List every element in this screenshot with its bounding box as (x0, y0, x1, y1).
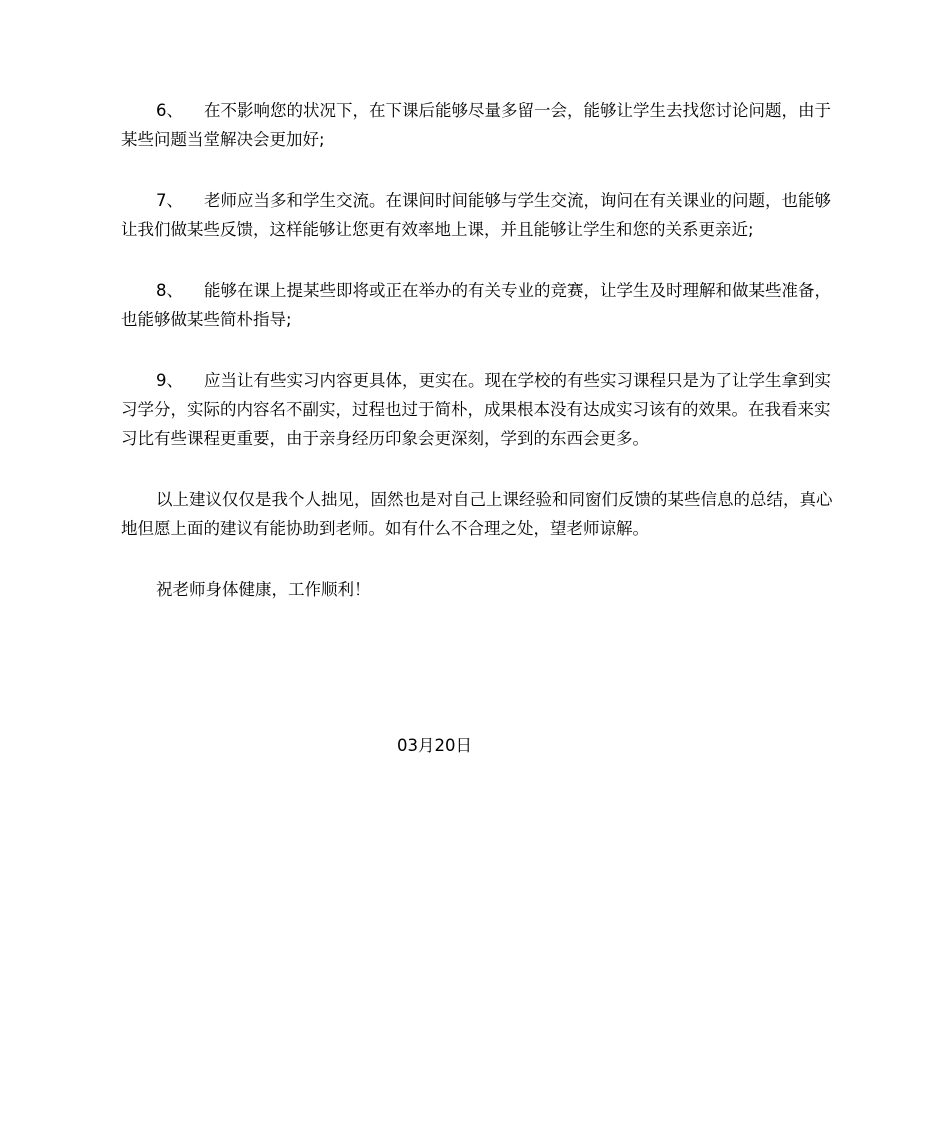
item-number: 8、 (156, 281, 183, 300)
item-number: 7、 (156, 191, 183, 210)
list-item-8 (121, 276, 837, 334)
item-text: 能够在课上提某些即将或正在举办的有关专业的竞赛，让学生及时理解和做某些准备，也能够做某些简朴指导; (121, 281, 831, 329)
list-item-7 (121, 186, 837, 244)
item-text: 老师应当多和学生交流。在课间时间能够与学生交流，询问在有关课业的问题，也能够让我们做某些反馈，这样能够让您更有效率地上课，并且能够让学生和您的关系更亲近; (121, 191, 831, 239)
item-text: 在不影响您的状况下，在下课后能够尽量多留一会，能够让学生去找您讨论问题，由于某些问题当堂解决会更加好; (121, 101, 831, 149)
blessing-line: 祝老师身体健康，工作顺利！ (156, 580, 371, 599)
document-body (121, 96, 837, 604)
date-line: 03月20日 (397, 736, 472, 755)
item-number: 6、 (156, 101, 183, 120)
closing-paragraph: 以上建议仅仅是我个人拙见，固然也是对自己上课经验和同窗们反馈的某些信息的总结，真心地但愿上面的建议有能协助到老师。如有什么不合理之处，望老师谅解。 (121, 490, 833, 538)
list-item-9 (121, 366, 837, 453)
list-item-6 (121, 96, 837, 154)
item-number: 9、 (156, 371, 183, 390)
item-text: 应当让有些实习内容更具体，更实在。现在学校的有些实习课程只是为了让学生拿到实习学分，实际的内容名不副实，过程也过于简朴，成果根本没有达成实习该有的效果。在我看来实习比有些课程更重要，由于亲身经历印象会更深刻，学到的东西会更多。 (121, 371, 831, 448)
